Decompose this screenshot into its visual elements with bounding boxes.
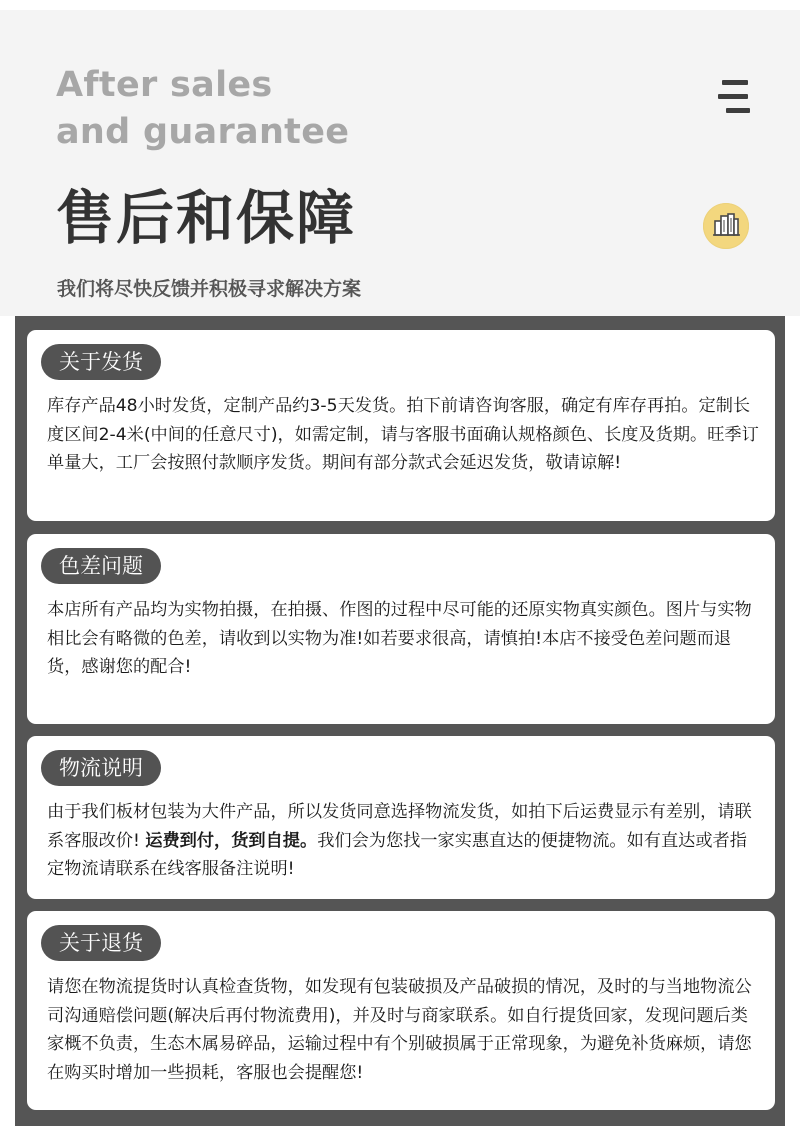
section-title-returns: 关于退货	[41, 925, 161, 961]
logistics-text-part-1: 由于我们板材包装为大件产品，所以发货同意选择物流发货，如拍下后运费显示有差别，请联系客服改价!	[47, 802, 752, 851]
page-title: 售后和保障	[56, 184, 357, 252]
section-body-logistics	[47, 798, 762, 884]
logistics-text-part-2: 我们会为您找一家实惠直达的便捷物流。如有直达或者指定物流请联系在线客服备注说明!	[47, 830, 747, 879]
section-body-shipping: 库存产品48小时发货，定制产品约3-5天发货。拍下前请咨询客服，确定有库存再拍。定制长度区间2-4米(中间的任意尺寸)，如需定制，请与客服书面确认规格颜色、长度及货期。旺季订单量大，工厂会按照付款顺序发货。期间有部分款式会延迟发货，敬请谅解!	[47, 396, 759, 473]
section-body-color-difference: 本店所有产品均为实物拍摄，在拍摄、作图的过程中尽可能的还原实物真实颜色。图片与实物相比会有略微的色差，请收到以实物为准!如若要求很高，请慎拍!本店不接受色差问题而退货，感谢您的配合!	[47, 600, 752, 677]
section-body-returns: 请您在物流提货时认真检查货物，如发现有包装破损及产品破损的情况，及时的与当地物流公司沟通赔偿问题(解决后再付物流费用)，并及时与商家联系。如自行提货回家，发现问题后类家概不负责，生态木属易碎品，运输过程中有个别破损属于正常现象，为避免补货麻烦，请您在购买时增加一些损耗，客服也会提醒您!	[47, 977, 752, 1083]
menu-lines-icon	[718, 80, 750, 114]
logistics-freight-note: 运费到付，货到自提。	[145, 830, 318, 851]
english-title-line-1: After sales	[56, 65, 273, 105]
section-card-returns	[27, 911, 775, 1110]
english-title	[56, 62, 349, 156]
section-card-shipping	[27, 330, 775, 521]
english-title-line-2: and guarantee	[56, 112, 350, 152]
section-title-shipping: 关于发货	[41, 344, 161, 380]
header-banner	[0, 10, 800, 316]
section-card-color-difference	[27, 534, 775, 724]
buildings-badge-icon	[703, 203, 749, 249]
section-title-logistics: 物流说明	[41, 750, 161, 786]
info-panel	[15, 316, 785, 1126]
section-title-color-difference: 色差问题	[41, 548, 161, 584]
section-card-logistics	[27, 736, 775, 899]
page-subtitle: 我们将尽快反馈并积极寻求解决方案	[57, 278, 362, 300]
